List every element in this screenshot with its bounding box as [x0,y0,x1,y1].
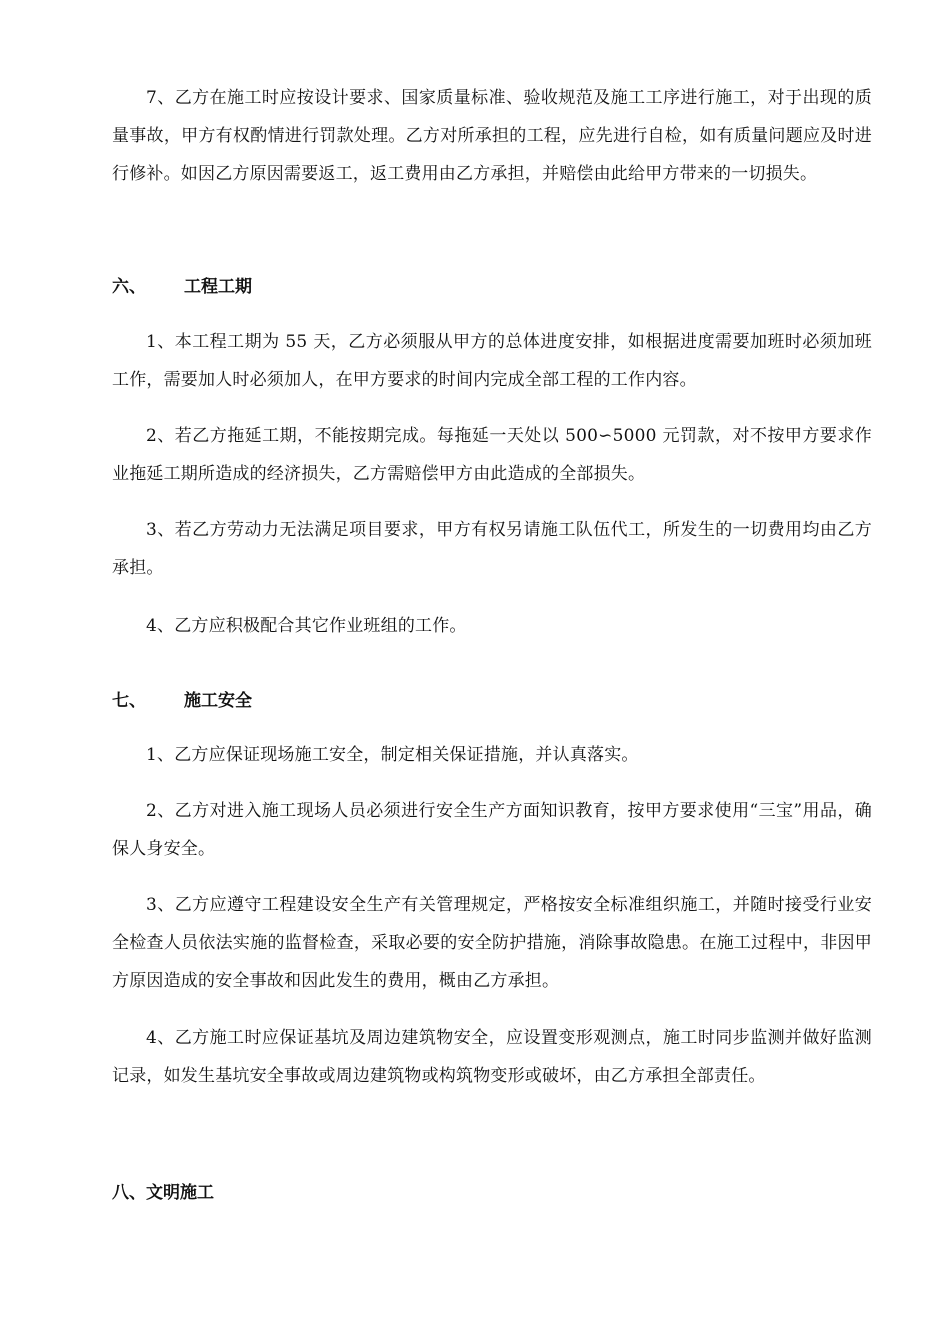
clause-7-2: 2、乙方对进入施工现场人员必须进行安全生产方面知识教育，按甲方要求使用“三宝”用品，确保人身安全。 [112,801,872,859]
clause-6-2: 2、若乙方拖延工期，不能按期完成。每拖延一天处以 500∽5000 元罚款，对不按甲方要求作业拖延工期所造成的经济损失，乙方需赔偿甲方由此造成的全部损失。 [112,426,872,484]
clause-5-7: 7、乙方在施工时应按设计要求、国家质量标准、验收规范及施工工序进行施工，对于出现的质量事故，甲方有权酌情进行罚款处理。乙方对所承担的工程，应先进行自检，如有质量问题应及时进行修补。如因乙方原因需要返工，返工费用由乙方承担，并赔偿由此给甲方带来的一切损失。 [112,88,872,184]
clause-6-4: 4、乙方应积极配合其它作业班组的工作。 [146,616,467,636]
clause-7-1: 1、乙方应保证现场施工安全，制定相关保证措施，并认真落实。 [146,745,639,765]
section-title: 施工安全 [184,691,252,711]
section-title: 工程工期 [184,277,252,297]
clause-6-1: 1、本工程工期为 55 天，乙方必须服从甲方的总体进度安排，如根据进度需要加班时必须加班工作，需要加人时必须加人，在甲方要求的时间内完成全部工程的工作内容。 [112,332,872,390]
section-heading-eight: 八、文明施工 [112,1183,214,1203]
clause-7-3: 3、乙方应遵守工程建设安全生产有关管理规定，严格按安全标准组织施工，并随时接受行业安全检查人员依法实施的监督检查，采取必要的安全防护措施，消除事故隐患。在施工过程中，非因甲方原因造成的安全事故和因此发生的费用，概由乙方承担。 [112,895,872,991]
section-number: 六、 [112,277,146,297]
clause-7-4: 4、乙方施工时应保证基坑及周边建筑物安全，应设置变形观测点，施工时同步监测并做好监测记录，如发生基坑安全事故或周边建筑物或构筑物变形或破坏，由乙方承担全部责任。 [112,1028,872,1086]
section-heading-seven [112,686,252,716]
section-heading-six [112,272,252,302]
clause-6-3: 3、若乙方劳动力无法满足项目要求，甲方有权另请施工队伍代工，所发生的一切费用均由乙方承担。 [112,520,872,578]
section-number: 七、 [112,691,146,711]
